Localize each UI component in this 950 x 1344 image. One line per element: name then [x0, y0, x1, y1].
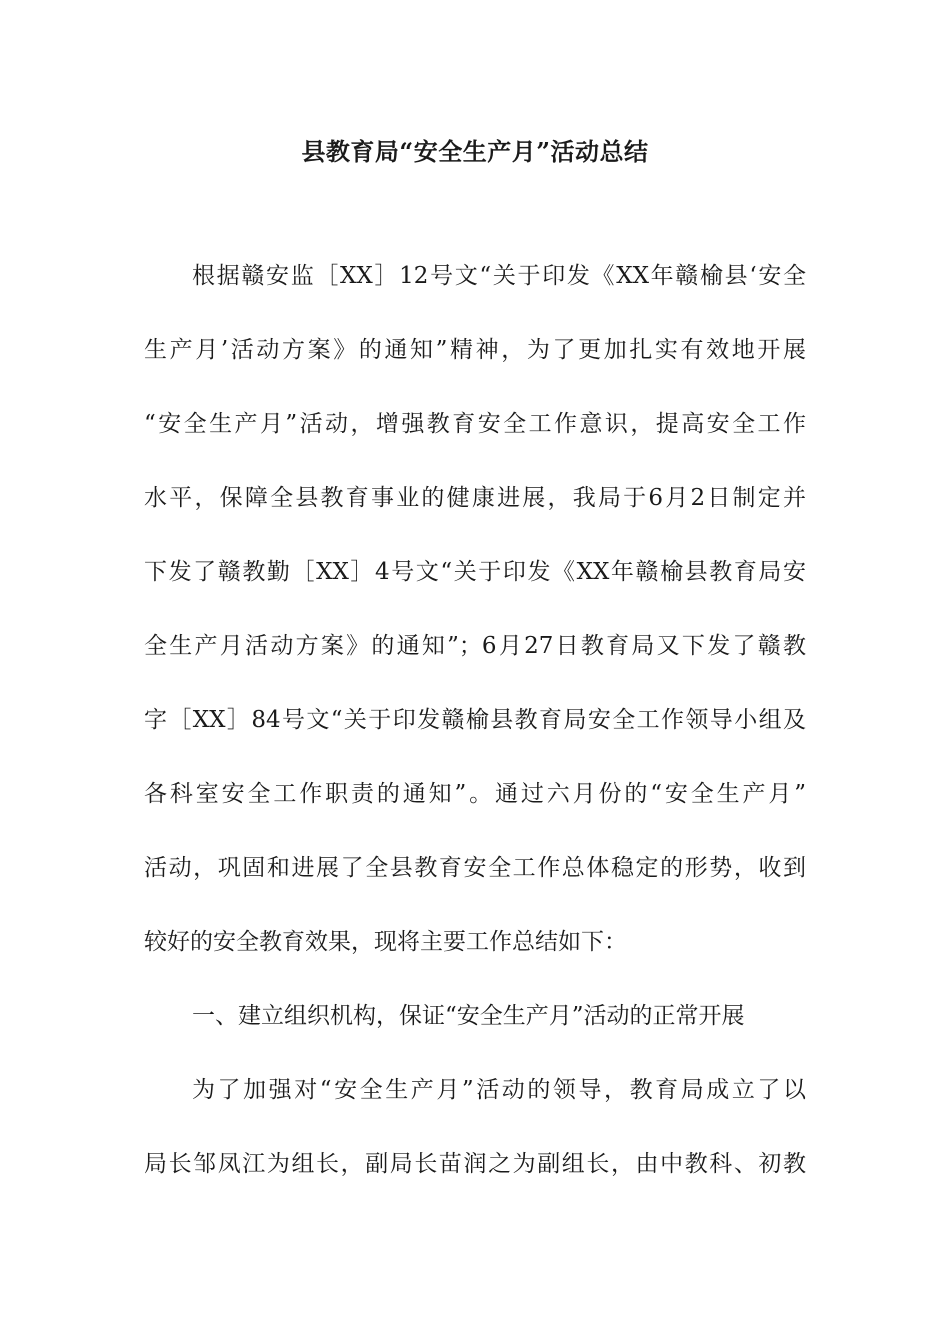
paragraph-line: 活动，巩固和进展了全县教育安全工作总体稳定的形势，收到 [144, 855, 806, 881]
section-heading: 一、建立组织机构，保证“安全生产月”活动的正常开展 [192, 1003, 745, 1029]
document-body [144, 252, 806, 1214]
document-title: 县教育局“安全生产月”活动总结 [301, 137, 649, 166]
paragraph-line: 局长邹凤江为组长，副局长苗润之为副组长，由中教科、初教 [144, 1151, 806, 1177]
paragraph-line: 下发了赣教勤［XX］4号文“关于印发《XX年赣榆县教育局安 [144, 559, 806, 585]
paragraph-line: 水平，保障全县教育事业的健康进展，我局于6月2日制定并 [144, 485, 806, 511]
paragraph-line: 各科室安全工作职责的通知”。通过六月份的“安全生产月” [144, 781, 806, 807]
paragraph-line: 全生产月活动方案》的通知”；6月27日教育局又下发了赣教 [144, 633, 806, 659]
paragraph-line: 生产月’活动方案》的通知”精神，为了更加扎实有效地开展 [144, 337, 806, 363]
paragraph-line: 字［XX］84号文“关于印发赣榆县教育局安全工作领导小组及 [144, 707, 806, 733]
paragraph-line: 较好的安全教育效果，现将主要工作总结如下： [144, 929, 627, 955]
paragraph-line: “安全生产月”活动，增强教育安全工作意识，提高安全工作 [144, 411, 806, 437]
paragraph-line: 为了加强对“安全生产月”活动的领导，教育局成立了以 [192, 1077, 806, 1103]
paragraph-line: 根据赣安监［XX］12号文“关于印发《XX年赣榆县‘安全 [192, 263, 806, 289]
